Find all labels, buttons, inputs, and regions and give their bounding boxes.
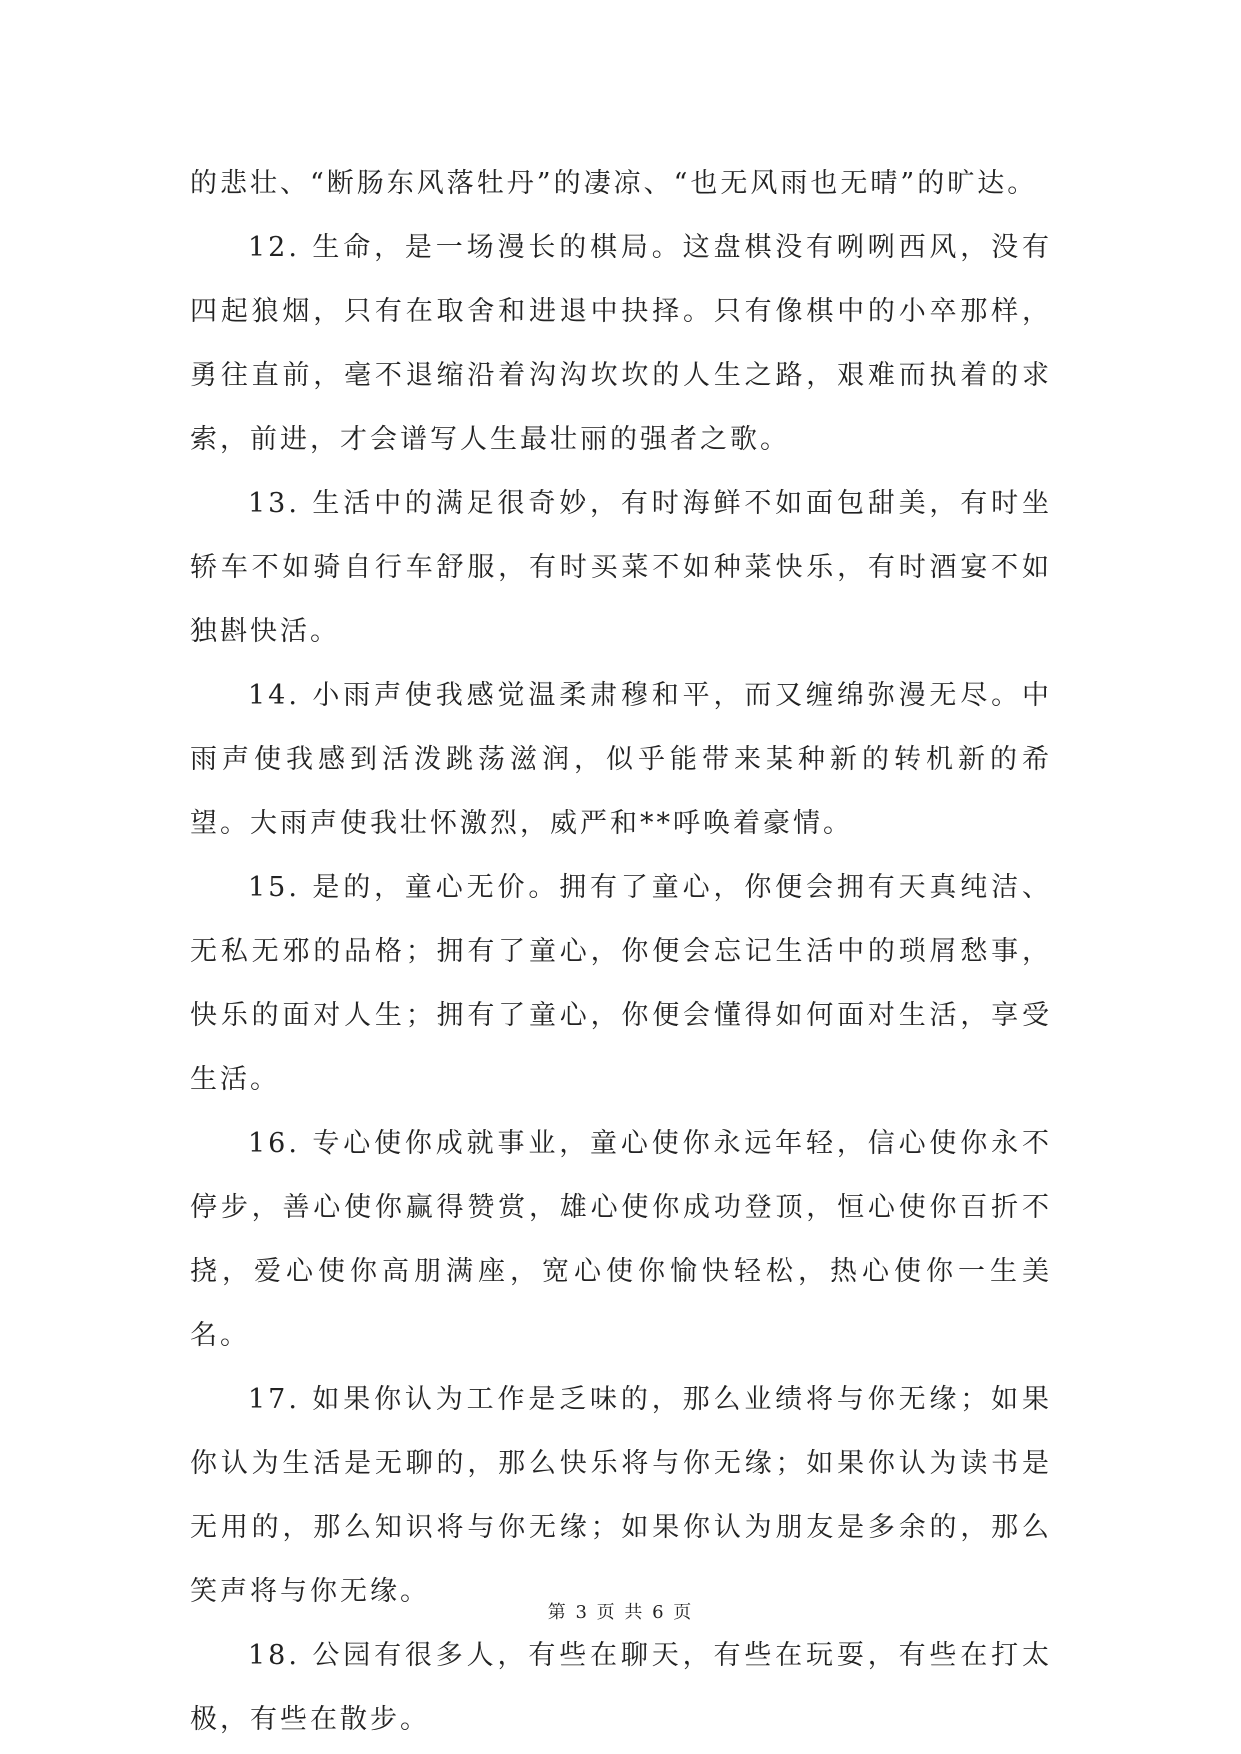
paragraph-17: 17. 如果你认为工作是乏味的，那么业绩将与你无缘；如果你认为生活是无聊的，那么快乐将与你无缘；如果你认为读书是无用的，那么知识将与你无缘；如果你认为朋友是多余的，那么笑声将与你无缘。 [190, 1384, 1052, 1607]
paragraph-18: 18. 公园有很多人，有些在聊天，有些在玩耍，有些在打太极，有些在散步。 [190, 1640, 1052, 1735]
paragraph-13: 13. 生活中的满足很奇妙，有时海鲜不如面包甜美，有时坐轿车不如骑自行车舒服，有时买菜不如种菜快乐，有时酒宴不如独斟快活。 [190, 488, 1052, 647]
paragraph-16: 16. 专心使你成就事业，童心使你永远年轻，信心使你永不停步，善心使你赢得赞赏，雄心使你成功登顶，恒心使你百折不挠，爱心使你高朋满座，宽心使你愉快轻松，热心使你一生美名。 [190, 1128, 1052, 1351]
paragraph-continuation: 的悲壮、“断肠东风落牡丹”的凄凉、“也无风雨也无晴”的旷达。 [190, 168, 1038, 199]
page-number-footer: 第 3 页 共 6 页 [547, 1602, 694, 1623]
document-body [190, 152, 1052, 1752]
paragraph-14: 14. 小雨声使我感觉温柔肃穆和平，而又缠绵弥漫无尽。中雨声使我感到活泼跳荡滋润，似乎能带来某种新的转机新的希望。大雨声使我壮怀激烈，威严和**呼唤着豪情。 [190, 680, 1052, 839]
paragraph-15: 15. 是的，童心无价。拥有了童心，你便会拥有天真纯洁、无私无邪的品格；拥有了童心，你便会忘记生活中的琐屑愁事，快乐的面对人生；拥有了童心，你便会懂得如何面对生活，享受生活。 [190, 872, 1052, 1095]
paragraph-12: 12. 生命，是一场漫长的棋局。这盘棋没有咧咧西风，没有四起狼烟，只有在取舍和进退中抉择。只有像棋中的小卒那样，勇往直前，毫不退缩沿着沟沟坎坎的人生之路，艰难而执着的求索，前进，才会谱写人生最壮丽的强者之歌。 [190, 232, 1052, 455]
